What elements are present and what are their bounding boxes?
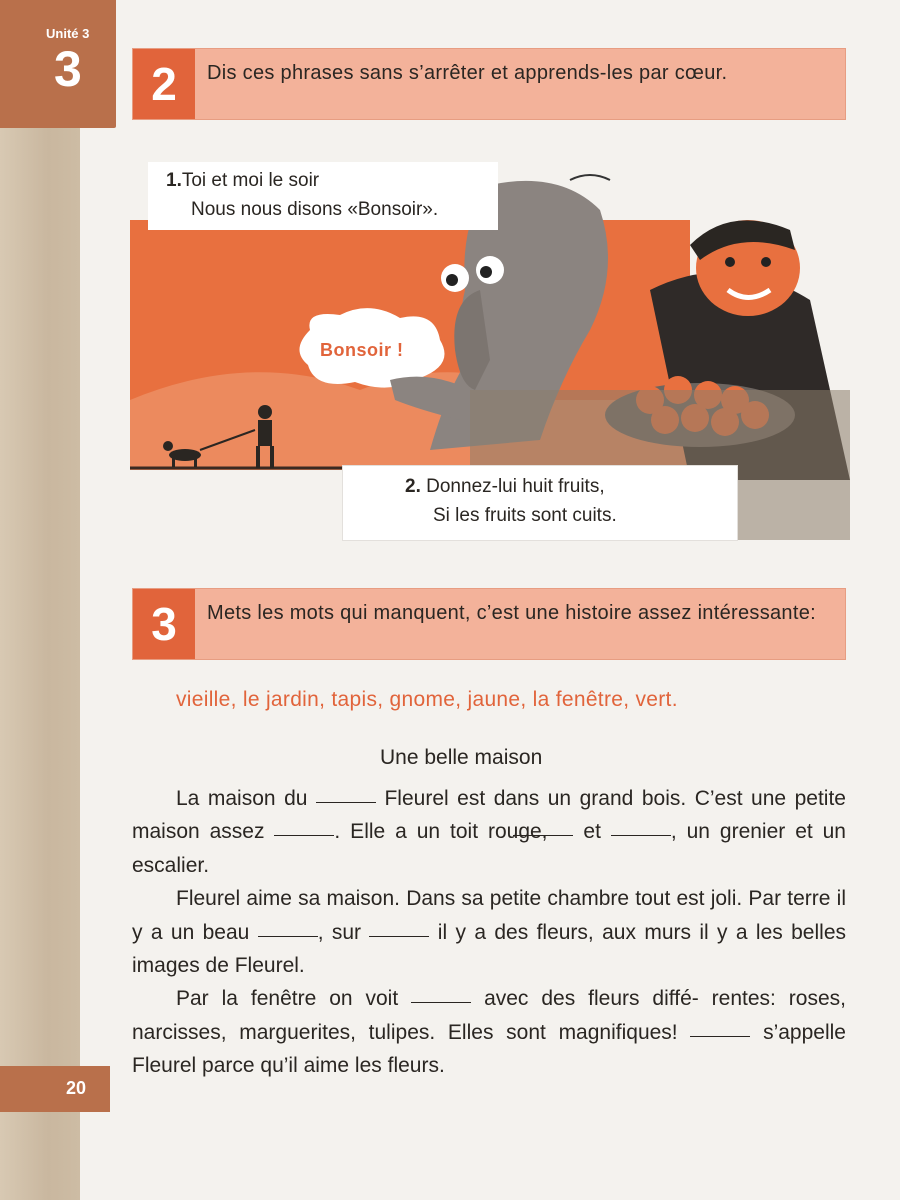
verse-1 (148, 162, 498, 230)
blank-5[interactable] (258, 935, 318, 937)
verse-2 (342, 465, 738, 541)
unit-label: Unité 3 (46, 26, 90, 41)
story-text-segment: Fleurel est dans un grand bois. C’est une petite maison assez (132, 787, 846, 844)
margin-strip (0, 0, 80, 1200)
story-text-segment: s’appelle Fleurel parce qu’il aime les fleurs. (132, 1020, 846, 1078)
exercise-3-instruction: Mets les mots qui manquent, c’est une histoire assez intéressante: (207, 602, 816, 624)
unit-number: 3 (54, 41, 82, 97)
story-text-segment: il y a des fleurs, aux murs il y a les belles images de Fleurel. (132, 920, 846, 978)
verse-1-line-1: Toi et moi le soir (181, 170, 320, 191)
blank-2[interactable] (274, 834, 334, 836)
story-text-segment: Fleurel aime sa maison. Dans sa petite chambre tout est joli. Par terre il y a un beau (132, 887, 846, 944)
word-list: vieille, le jardin, tapis, gnome, jaune, la fenêtre, vert. (176, 688, 678, 711)
story-text-segment: et (583, 820, 601, 844)
blank-4[interactable] (611, 834, 671, 836)
exercise-2-instruction: Dis ces phrases sans s’arrêter et apprends-les par cœur. (207, 62, 728, 84)
verse-2-line-2: Si les fruits sont cuits. (433, 505, 617, 526)
exercise-2-number: 2 (133, 49, 195, 119)
exercise-2-header (132, 48, 846, 120)
verse-2-number: 2. (405, 476, 421, 497)
story-text-segment: La maison du (176, 787, 308, 810)
exercise-3-number: 3 (133, 589, 195, 659)
story-title: Une belle maison (380, 746, 543, 769)
page-number: 20 (66, 1078, 87, 1098)
blank-7[interactable] (411, 1001, 471, 1003)
verse-1-number: 1. (166, 170, 182, 191)
blank-8[interactable] (690, 1035, 750, 1037)
blank-3[interactable] (513, 834, 573, 836)
page-number-badge (0, 1066, 110, 1112)
story-text-segment: , un grenier et un escalier. (132, 820, 846, 877)
story-text-segment: avec des fleurs diffé- rentes: roses, narcisses, marguerites, tulipes. Elles sont magnifiques! (132, 987, 846, 1044)
speech-text: Bonsoir ! (320, 340, 404, 360)
story-paragraph-3 (132, 982, 846, 1082)
blank-6[interactable] (369, 935, 429, 937)
story-paragraph-2 (132, 882, 846, 982)
blank-1[interactable] (316, 801, 376, 803)
exercise-3-header (132, 588, 846, 660)
verse-2-line-1: Donnez-lui huit fruits, (426, 476, 605, 497)
story-text-segment: . Elle a un toit rouge, (334, 820, 548, 844)
story-text-segment: , sur (317, 920, 362, 944)
verse-1-line-2: Nous nous disons «Bonsoir». (191, 199, 439, 220)
story-text (132, 782, 846, 1083)
story-text-segment: Par la fenêtre on voit (176, 987, 399, 1011)
story-paragraph-1 (132, 782, 846, 882)
